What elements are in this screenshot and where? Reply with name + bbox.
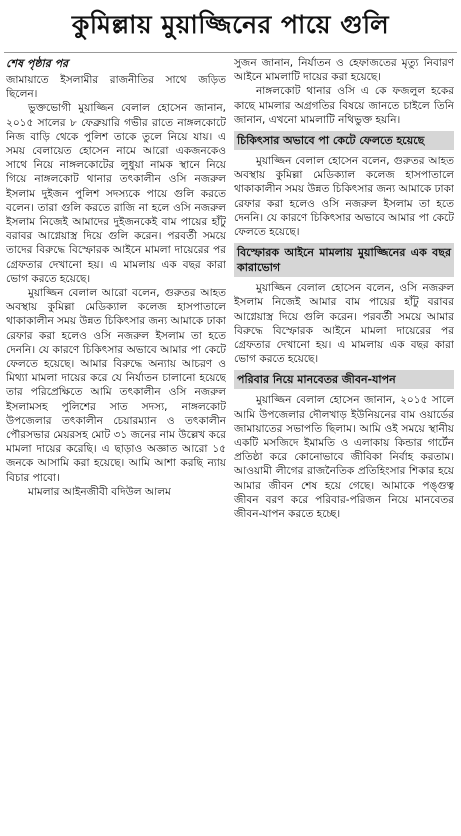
- paragraph: জামায়াতে ইসলামীর রাজনীতির সাথে জড়িত ছিলেন।: [6, 74, 226, 101]
- headline: কুমিল্লায় মুয়াজ্জিনের পায়ে গুলি: [71, 9, 390, 39]
- paragraph: মুয়াজ্জিন বেলাল হোসেন বলেন, ওসি নজরুল ইসলাম নিজেই আমার বাম পায়ের হাঁটু বরাবর আগ্নেয়াস্ত্র দিয়ে গুলি করেন। পরবর্তী সময়ে আমার বিরুদ্ধে বিস্ফোরক আইনে মামলা দায়েরের পর গ্রেফতার দেখানো হয়। এ মামলায় এক বছর কারা ভোগ করতে হয়েছে।: [234, 282, 454, 366]
- paragraph: মুয়াজ্জিন বেলাল হোসেন জানান, ২০১৫ সালে আমি উপজেলার দৌলখাড় ইউনিয়নের বাম ওয়ার্ডের জামায়াতের সভাপতি ছিলাম। আমি ওই সময়ে স্থানীয় একটি মসজিদে ইমামতি ও এলাকায় কিন্ডার গার্টেন প্রতিষ্ঠা করে কোনোভাবে জীবিকা নির্বাহ করতাম। আওয়ামী লীগের রাজনৈতিক প্রতিহিংসার শিকার হয়ে আমার জীবন শেষ হয়ে গেছে। আমাকে পঙ্গুত্ব জীবন বরণ করে পরিবার-পরিজন নিয়ে মানবেতর জীবন-যাপন করতে হচ্ছে।: [234, 394, 454, 521]
- paragraph: মুয়াজ্জিন বেলাল আরো বলেন, গুরুতর আহত অবস্থায় কুমিল্লা মেডিক্যাল কলেজ হাসপাতালে থাকাকালীন সময় উন্নত চিকিৎসার জন্য আমাকে ঢাকা রেফার করা হলেও ওসি নজরুল ইসলাম তা হতে দেননি। যে কারণে চিকিৎসার অভাবে আমার পা কেটে ফেলতে হয়েছে। আমার বিরুদ্ধে অন্যায় আচরণ ও মিথ্যা মামলা দায়ের করে যে নির্যাতন চালানো হয়েছে তার পরিপ্রেক্ষিতে আমি তৎকালীন ওসি নজরুল ইসলামসহ পুলিশের সাত সদস্য, নাঙ্গলকোট উপজেলার তৎকালীন চেয়ারম্যান ও তৎকালীন পৌরসভার মেয়রসহ মোট ৩১ জনের নাম উল্লেখ করে মামলা দায়ের করেছি। এ ছাড়াও অজ্ঞাত আরো ১৫ জনকে আসামি করা হয়েছে। আমি আশা করছি ন্যায় বিচার পাবো।: [6, 287, 226, 484]
- headline-divider: [4, 52, 457, 53]
- paragraph: মুয়াজ্জিন বেলাল হোসেন বলেন, গুরুতর আহত অবস্থায় কুমিল্লা মেডিক্যাল কলেজ হাসপাতালে থাকাকালীন সময় উন্নত চিকিৎসার জন্য আমাকে ঢাকা রেফার করা হলেও ওসি নজরুল ইসলাম তা হতে দেননি। যে কারণে চিকিৎসার অভাবে আমার পা কেটে ফেলতে হয়েছে।: [234, 155, 454, 239]
- right-column: [234, 56, 454, 836]
- newspaper-clipping: [0, 4, 461, 836]
- paragraph: ভুক্তভোগী মুয়াজ্জিন বেলাল হোসেন জানান, ২০১৫ সালের ৮ ফেব্রুয়ারি গভীর রাতে নাঙ্গলকোটে নিজ বাড়ি থেকে পুলিশ তাকে তুলে নিয়ে যায়। এ সময় বেলায়েত হোসেন নামে আরো একজনকেও সাথে নিয়ে নাঙ্গলকোটের লুধুয়া নামক স্থানে নিয়ে গিয়ে নাঙ্গলকোট থানার তৎকালীন ওসি নজরুল ইসলাম দুইজন পুলিশ সদস্যকে পায়ে গুলি করতে বলেন। তারা গুলি করতে রাজি না হলে ওসি নজরুল ইসলাম নিজেই আমাদের দুইজনকেই বাম পায়ের হাঁটু বরাবর আগ্নেয়াস্ত্র দিয়ে গুলি করেন। পরবর্তী সময়ে তাদের বিরুদ্ধে বিস্ফোরক আইনে মামলা দায়েরের পর গ্রেফতার দেখানো হয়। এ মামলায় এক বছর কারা ভোগ করতে হয়েছে।: [6, 102, 226, 285]
- subheading-amputation: চিকিৎসার অভাবে পা কেটে ফেলতে হয়েছে: [234, 131, 454, 150]
- subheading-imprisonment: বিস্ফোরক আইনে মামলায় মুয়াজ্জিনের এক বছর কারাভোগ: [234, 243, 454, 277]
- paragraph: মামলার আইনজীবী বদিউল আলম: [28, 485, 171, 498]
- subheading-family-hardship: পরিবার নিয়ে মানবেতর জীবন-যাপন: [234, 370, 454, 389]
- paragraph: সুজন জানান, নির্যাতন ও হেফাজতের মৃত্যু নিবারণ আইনে মামলাটি দায়ের করা হয়েছে।: [234, 57, 454, 84]
- article-columns: [6, 56, 455, 836]
- left-column: [6, 56, 226, 836]
- paragraph: নাঙ্গলকোট থানার ওসি এ কে ফজলুল হকের কাছে মামলার অগ্রগতির বিষয়ে জানতে চাইলে তিনি জানান, এখনো মামলাটি নথিভুক্ত হয়নি।: [234, 85, 454, 126]
- continued-from-kicker: শেষ পৃষ্ঠার পর: [6, 57, 69, 70]
